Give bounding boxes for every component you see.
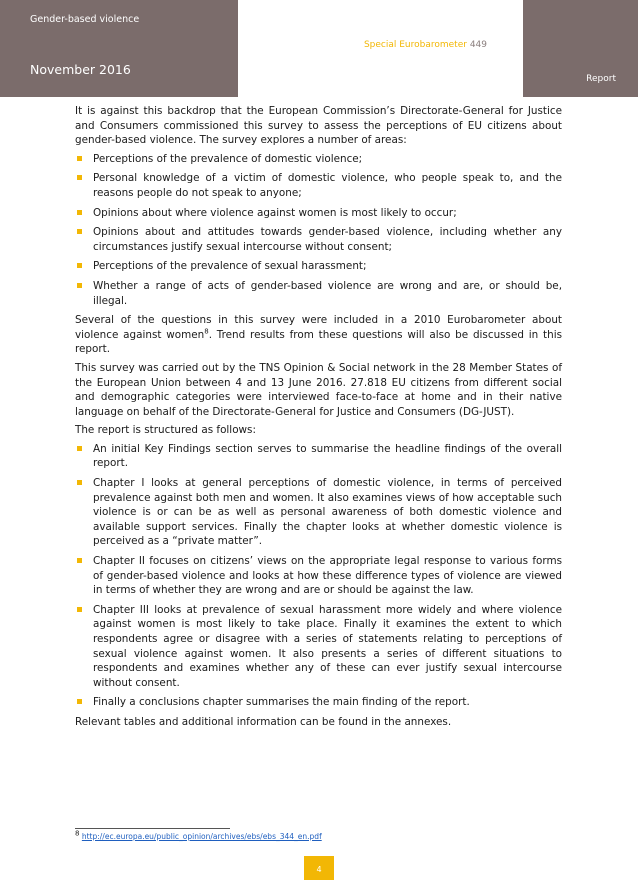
- bullet-icon: [77, 699, 82, 704]
- body-content: [75, 104, 562, 734]
- list-item: Whether a range of acts of gender-based violence are wrong and are, or should be, illegal.: [75, 279, 562, 308]
- series-title: [364, 40, 487, 50]
- bullet-icon: [77, 175, 82, 180]
- closing-paragraph: Relevant tables and additional information can be found in the annexes.: [75, 715, 452, 728]
- list-item: Finally a conclusions chapter summarises the main finding of the report.: [75, 695, 562, 710]
- header-topic: Gender-based violence: [30, 14, 140, 25]
- report-structure-list: [75, 442, 562, 710]
- footnote: [75, 829, 322, 841]
- bullet-icon: [77, 480, 82, 485]
- list-item: Perceptions of the prevalence of domestic violence;: [75, 152, 562, 167]
- bullet-icon: [77, 607, 82, 612]
- bullet-icon: [77, 283, 82, 288]
- intro-paragraph: It is against this backdrop that the European Commission’s Directorate-General for Justice and Consumers commissioned this survey to assess the perceptions of EU citizens about gender-based violence. The survey explores a number of areas:: [75, 105, 562, 147]
- list-item: Chapter III looks at prevalence of sexual harassment more widely and where violence against women is most likely to take place. Finally it examines the extent to which respondents agree or disagree with a series of statements relating to perceptions of sexual violence against women. It also presents a series of different situations to respondents and examines whether any of these can ever justify sexual intercourse without consent.: [75, 603, 562, 691]
- structure-intro: The report is structured as follows:: [75, 424, 256, 437]
- header-date: November 2016: [30, 62, 131, 77]
- survey-areas-list: [75, 152, 562, 308]
- list-item: Perceptions of the prevalence of sexual harassment;: [75, 259, 562, 274]
- bullet-icon: [77, 558, 82, 563]
- list-item: Chapter I looks at general perceptions of domestic violence, in terms of perceived prevalence against both men and women. It also examines views of how acceptable such violence is or can be as well as personal awareness of both domestic violence and available support services. Finally the chapter looks at whether domestic violence is perceived as a “private matter”.: [75, 476, 562, 549]
- bullet-icon: [77, 229, 82, 234]
- bullet-icon: [77, 263, 82, 268]
- document-type: Report: [586, 74, 616, 84]
- methodology-paragraph: This survey was carried out by the TNS Opinion & Social network in the 28 Member States of the European Union between 4 and 13 June 2016. 27.818 EU citizens from different social and demographic categories were interviewed face-to-face at home and in their native language on behalf of the Directorate-General for Justice and Consumers (DG-JUST).: [75, 361, 562, 418]
- list-item: An initial Key Findings section serves to summarise the headline findings of the overall report.: [75, 442, 562, 471]
- list-item: Opinions about where violence against women is most likely to occur;: [75, 206, 562, 221]
- bullet-icon: [77, 210, 82, 215]
- list-item: Opinions about and attitudes towards gender-based violence, including whether any circumstances justify sexual intercourse without consent;: [75, 225, 562, 254]
- header-middle-panel: [243, 0, 519, 60]
- series-number: 449: [469, 40, 487, 50]
- list-item: Personal knowledge of a victim of domestic violence, who people speak to, and the reasons people do not speak to anyone;: [75, 171, 562, 200]
- header-left-panel: [0, 0, 238, 97]
- footnote-reference[interactable]: 8: [204, 327, 209, 336]
- header-right-panel: [523, 0, 638, 97]
- footnote-link[interactable]: http://ec.europa.eu/public_opinion/archives/ebs/ebs_344_en.pdf: [81, 832, 322, 841]
- bullet-icon: [77, 156, 82, 161]
- page-number: 4: [304, 856, 334, 880]
- footnote-marker: 8: [75, 829, 80, 838]
- bullet-icon: [77, 446, 82, 451]
- trend-paragraph: Several of the questions in this survey were included in a 2010 Eurobarometer about violence against women$^8$. Trend results from these questions will also be discussed in this report.: [75, 314, 562, 356]
- series-name: Special Eurobarometer: [363, 40, 467, 50]
- list-item: Chapter II focuses on citizens’ views on the appropriate legal response to various forms of gender-based violence and looks at how these difference types of violence are viewed in terms of whether they are wrong and are or should be against the law.: [75, 554, 562, 598]
- footnote-divider: [75, 828, 230, 829]
